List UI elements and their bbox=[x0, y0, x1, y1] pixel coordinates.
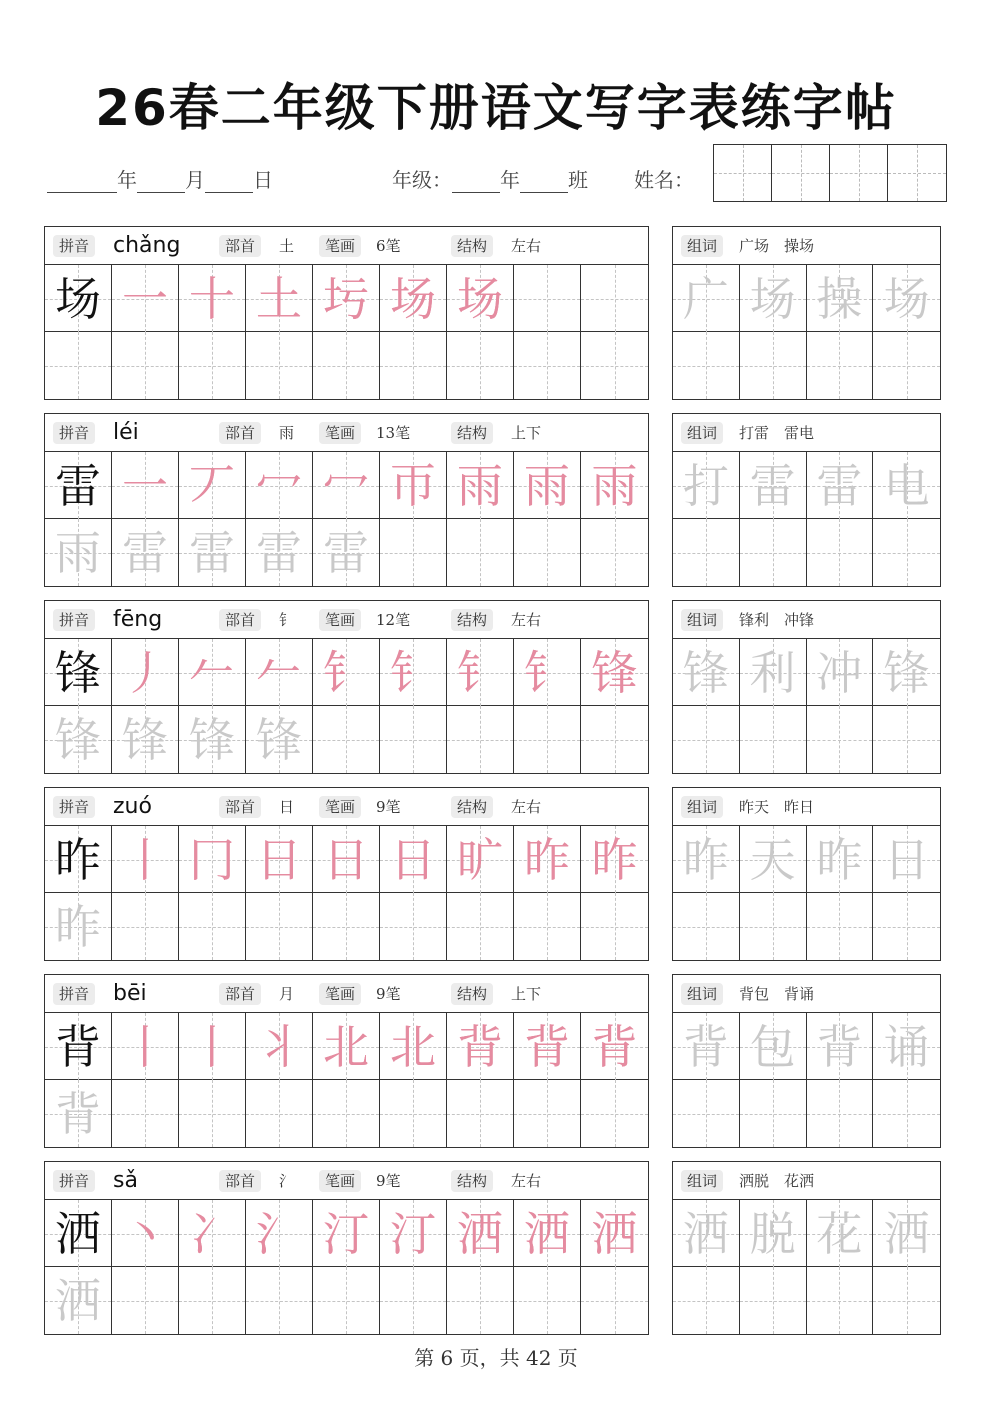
grade-label: 年级： bbox=[392, 168, 452, 192]
word-trace-cell[interactable]: 日 bbox=[873, 826, 940, 893]
word-blank-cell[interactable] bbox=[807, 706, 874, 773]
stroke-step-cell[interactable]: 丨 bbox=[112, 826, 179, 893]
char-info-header bbox=[45, 975, 648, 1013]
word-blank-cell[interactable] bbox=[673, 893, 740, 960]
stroke-step-cell[interactable]: 昨 bbox=[581, 826, 648, 893]
word-trace-cell[interactable]: 诵 bbox=[873, 1013, 940, 1080]
name-label: 姓名： bbox=[634, 168, 694, 192]
words-value: 背包 背诵 bbox=[739, 985, 815, 1003]
trace-cell[interactable] bbox=[380, 519, 447, 586]
radical-value: 土 bbox=[279, 237, 295, 255]
stroke-step-cell[interactable]: 场 bbox=[380, 265, 447, 332]
stroke-step-cell[interactable]: 一 bbox=[112, 265, 179, 332]
month-label: 月 bbox=[185, 168, 205, 192]
stroke-step-cell[interactable]: 冖 bbox=[313, 452, 380, 519]
trace-row bbox=[45, 332, 648, 399]
trace-cell[interactable] bbox=[246, 1080, 313, 1147]
pinyin-tag: 拼音 bbox=[53, 796, 95, 818]
trace-cell[interactable] bbox=[179, 332, 246, 399]
structure-value: 左右 bbox=[511, 1172, 542, 1190]
word-trace-cell[interactable]: 场 bbox=[740, 265, 807, 332]
trace-cell[interactable]: 锋 bbox=[45, 706, 112, 773]
word-blank-cell[interactable] bbox=[673, 1267, 740, 1334]
char-info-header bbox=[45, 788, 648, 826]
char-info-header bbox=[45, 227, 648, 265]
word-trace-cell[interactable]: 洒 bbox=[673, 1200, 740, 1267]
trace-cell[interactable]: 雨 bbox=[45, 519, 112, 586]
word-trace-row bbox=[673, 452, 940, 519]
stroke-step-cell[interactable]: 𠂉 bbox=[246, 639, 313, 706]
day-label: 日 bbox=[253, 168, 273, 192]
word-trace-cell[interactable]: 雷 bbox=[740, 452, 807, 519]
trace-cell[interactable] bbox=[313, 893, 380, 960]
radical-tag: 部首 bbox=[219, 235, 261, 257]
word-trace-row bbox=[673, 639, 940, 706]
date-field[interactable] bbox=[47, 164, 273, 193]
model-char-cell: 昨 bbox=[45, 826, 112, 893]
trace-cell[interactable] bbox=[313, 332, 380, 399]
word-trace-cell[interactable]: 广 bbox=[673, 265, 740, 332]
word-blank-cell[interactable] bbox=[740, 893, 807, 960]
trace-cell[interactable] bbox=[447, 1080, 514, 1147]
word-trace-cell[interactable]: 冲 bbox=[807, 639, 874, 706]
word-trace-cell[interactable]: 操 bbox=[807, 265, 874, 332]
words-header bbox=[673, 1162, 940, 1200]
stroke-step-cell[interactable]: 洒 bbox=[447, 1200, 514, 1267]
words-header bbox=[673, 601, 940, 639]
trace-cell[interactable] bbox=[112, 893, 179, 960]
page-title: 26春二年级下册语文写字表练字帖 bbox=[95, 79, 897, 137]
word-trace-cell[interactable]: 电 bbox=[873, 452, 940, 519]
trace-cell[interactable] bbox=[514, 1267, 581, 1334]
stroke-step-cell[interactable]: 北 bbox=[313, 1013, 380, 1080]
word-blank-cell[interactable] bbox=[873, 332, 940, 399]
strokes-tag: 笔画 bbox=[319, 422, 361, 444]
pinyin-value: bēi bbox=[113, 981, 147, 1006]
name-cell[interactable] bbox=[830, 145, 888, 201]
radical-value: 雨 bbox=[279, 424, 295, 442]
trace-cell[interactable]: 锋 bbox=[246, 706, 313, 773]
word-blank-cell[interactable] bbox=[873, 1080, 940, 1147]
word-trace-row bbox=[673, 1013, 940, 1080]
stroke-step-cell[interactable]: 昨 bbox=[514, 826, 581, 893]
pinyin-tag: 拼音 bbox=[53, 235, 95, 257]
word-practice-block bbox=[672, 600, 941, 774]
radical-value: 氵 bbox=[279, 1172, 295, 1190]
trace-cell[interactable] bbox=[112, 1267, 179, 1334]
trace-cell[interactable] bbox=[581, 1267, 648, 1334]
trace-cell[interactable] bbox=[447, 332, 514, 399]
grade-field[interactable] bbox=[392, 164, 588, 193]
structure-tag: 结构 bbox=[451, 1170, 493, 1192]
radical-tag: 部首 bbox=[219, 983, 261, 1005]
stroke-step-cell[interactable]: 日 bbox=[246, 826, 313, 893]
strokes-value: 9笔 bbox=[376, 985, 401, 1003]
word-blank-cell[interactable] bbox=[673, 1080, 740, 1147]
word-blank-cell[interactable] bbox=[740, 519, 807, 586]
strokes-tag: 笔画 bbox=[319, 609, 361, 631]
trace-cell[interactable] bbox=[179, 1267, 246, 1334]
char-info-header bbox=[45, 414, 648, 452]
word-practice-block bbox=[672, 974, 941, 1148]
pinyin-tag: 拼音 bbox=[53, 1170, 95, 1192]
stroke-step-cell[interactable]: 钅 bbox=[514, 639, 581, 706]
trace-cell[interactable] bbox=[581, 706, 648, 773]
trace-cell[interactable]: 雷 bbox=[179, 519, 246, 586]
radical-tag: 部首 bbox=[219, 796, 261, 818]
trace-cell[interactable]: 雷 bbox=[313, 519, 380, 586]
trace-row bbox=[45, 519, 648, 586]
word-trace-row bbox=[673, 1200, 940, 1267]
structure-tag: 结构 bbox=[451, 609, 493, 631]
word-blank-row bbox=[673, 706, 940, 773]
trace-cell[interactable]: 锋 bbox=[112, 706, 179, 773]
stroke-order-row bbox=[45, 265, 648, 332]
char-practice-block bbox=[44, 226, 649, 400]
strokes-tag: 笔画 bbox=[319, 1170, 361, 1192]
stroke-step-cell[interactable]: 锋 bbox=[581, 639, 648, 706]
trace-cell[interactable] bbox=[112, 1080, 179, 1147]
trace-cell[interactable]: 背 bbox=[45, 1080, 112, 1147]
word-blank-cell[interactable] bbox=[807, 1080, 874, 1147]
word-practice-block bbox=[672, 413, 941, 587]
stroke-step-cell[interactable]: 钅 bbox=[313, 639, 380, 706]
stroke-step-cell[interactable]: 背 bbox=[581, 1013, 648, 1080]
char-practice-block bbox=[44, 600, 649, 774]
word-trace-cell[interactable]: 背 bbox=[673, 1013, 740, 1080]
trace-cell[interactable] bbox=[313, 706, 380, 773]
stroke-step-cell[interactable]: 北 bbox=[380, 1013, 447, 1080]
word-blank-cell[interactable] bbox=[873, 519, 940, 586]
trace-cell[interactable] bbox=[514, 706, 581, 773]
stroke-step-cell[interactable]: 丨 bbox=[179, 1013, 246, 1080]
trace-cell[interactable] bbox=[179, 893, 246, 960]
word-practice-block bbox=[672, 226, 941, 400]
word-blank-row bbox=[673, 893, 940, 960]
trace-cell[interactable] bbox=[380, 1267, 447, 1334]
stroke-step-cell[interactable]: 丬 bbox=[246, 1013, 313, 1080]
word-trace-cell[interactable]: 包 bbox=[740, 1013, 807, 1080]
char-practice-block bbox=[44, 974, 649, 1148]
pinyin-value: zuó bbox=[113, 794, 152, 819]
strokes-tag: 笔画 bbox=[319, 983, 361, 1005]
stroke-order-row bbox=[45, 1200, 648, 1267]
model-char-cell: 雷 bbox=[45, 452, 112, 519]
trace-cell[interactable] bbox=[447, 706, 514, 773]
stroke-step-cell[interactable]: 汀 bbox=[380, 1200, 447, 1267]
radical-tag: 部首 bbox=[219, 1170, 261, 1192]
word-blank-cell[interactable] bbox=[673, 706, 740, 773]
words-tag: 组词 bbox=[681, 796, 723, 818]
words-value: 打雷 雷电 bbox=[739, 424, 815, 442]
stroke-order-row bbox=[45, 1013, 648, 1080]
words-value: 昨天 昨日 bbox=[739, 798, 815, 816]
words-value: 洒脱 花洒 bbox=[739, 1172, 815, 1190]
trace-cell[interactable] bbox=[447, 893, 514, 960]
word-blank-cell[interactable] bbox=[740, 706, 807, 773]
name-cell[interactable] bbox=[772, 145, 830, 201]
trace-cell[interactable] bbox=[380, 332, 447, 399]
word-blank-cell[interactable] bbox=[740, 1080, 807, 1147]
stroke-order-row bbox=[45, 452, 648, 519]
words-header bbox=[673, 975, 940, 1013]
pinyin-value: sǎ bbox=[113, 1168, 138, 1193]
trace-cell[interactable] bbox=[447, 1267, 514, 1334]
pinyin-tag: 拼音 bbox=[53, 609, 95, 631]
word-blank-row bbox=[673, 1267, 940, 1334]
structure-tag: 结构 bbox=[451, 235, 493, 257]
structure-tag: 结构 bbox=[451, 796, 493, 818]
stroke-step-cell[interactable]: 冖 bbox=[246, 452, 313, 519]
word-blank-cell[interactable] bbox=[673, 332, 740, 399]
trace-cell[interactable] bbox=[581, 332, 648, 399]
model-char-cell: 洒 bbox=[45, 1200, 112, 1267]
trace-cell[interactable] bbox=[380, 1080, 447, 1147]
words-tag: 组词 bbox=[681, 983, 723, 1005]
stroke-step-cell[interactable]: 丨 bbox=[112, 1013, 179, 1080]
stroke-step-cell[interactable]: 土 bbox=[246, 265, 313, 332]
trace-cell[interactable] bbox=[380, 706, 447, 773]
strokes-tag: 笔画 bbox=[319, 796, 361, 818]
word-trace-cell[interactable]: 花 bbox=[807, 1200, 874, 1267]
word-blank-cell[interactable] bbox=[873, 1267, 940, 1334]
stroke-order-row bbox=[45, 826, 648, 893]
stroke-step-cell[interactable]: 丶 bbox=[112, 1200, 179, 1267]
stroke-step-cell[interactable]: 冫 bbox=[179, 1200, 246, 1267]
strokes-value: 13笔 bbox=[376, 424, 411, 442]
trace-cell[interactable] bbox=[112, 332, 179, 399]
trace-cell[interactable] bbox=[246, 332, 313, 399]
words-value: 广场 操场 bbox=[739, 237, 815, 255]
word-trace-cell[interactable]: 昨 bbox=[807, 826, 874, 893]
stroke-step-cell[interactable]: 场 bbox=[447, 265, 514, 332]
stroke-step-cell[interactable]: 洒 bbox=[514, 1200, 581, 1267]
trace-row bbox=[45, 706, 648, 773]
char-practice-block bbox=[44, 1161, 649, 1335]
trace-row bbox=[45, 1267, 648, 1334]
word-blank-row bbox=[673, 1080, 940, 1147]
strokes-value: 6笔 bbox=[376, 237, 401, 255]
stroke-step-cell[interactable]: 雨 bbox=[514, 452, 581, 519]
word-trace-cell[interactable]: 洒 bbox=[873, 1200, 940, 1267]
word-blank-row bbox=[673, 519, 940, 586]
page-footer: 第 6 页，共 42 页 bbox=[414, 1346, 578, 1370]
structure-value: 上下 bbox=[511, 424, 542, 442]
stroke-step-cell[interactable]: 雨 bbox=[581, 452, 648, 519]
name-cell[interactable] bbox=[714, 145, 772, 201]
structure-value: 上下 bbox=[511, 985, 542, 1003]
pinyin-value: léi bbox=[113, 420, 139, 445]
stroke-step-cell[interactable] bbox=[581, 265, 648, 332]
strokes-value: 9笔 bbox=[376, 1172, 401, 1190]
words-tag: 组词 bbox=[681, 422, 723, 444]
structure-value: 左右 bbox=[511, 237, 542, 255]
trace-cell[interactable] bbox=[514, 1080, 581, 1147]
words-header bbox=[673, 414, 940, 452]
char-info-header bbox=[45, 1162, 648, 1200]
word-trace-cell[interactable]: 锋 bbox=[673, 639, 740, 706]
word-blank-cell[interactable] bbox=[873, 706, 940, 773]
stroke-step-cell[interactable]: 丆 bbox=[179, 452, 246, 519]
trace-cell[interactable] bbox=[514, 519, 581, 586]
class-label: 班 bbox=[568, 168, 588, 192]
trace-cell[interactable]: 洒 bbox=[45, 1267, 112, 1334]
word-trace-cell[interactable]: 脱 bbox=[740, 1200, 807, 1267]
strokes-tag: 笔画 bbox=[319, 235, 361, 257]
pinyin-tag: 拼音 bbox=[53, 983, 95, 1005]
stroke-step-cell[interactable] bbox=[514, 265, 581, 332]
stroke-step-cell[interactable]: 日 bbox=[313, 826, 380, 893]
name-cell[interactable] bbox=[888, 145, 946, 201]
trace-cell[interactable] bbox=[45, 332, 112, 399]
trace-cell[interactable]: 锋 bbox=[179, 706, 246, 773]
word-blank-cell[interactable] bbox=[740, 1267, 807, 1334]
stroke-step-cell[interactable]: 日 bbox=[380, 826, 447, 893]
pinyin-value: chǎng bbox=[113, 233, 181, 258]
structure-value: 左右 bbox=[511, 798, 542, 816]
stroke-step-cell[interactable]: 钅 bbox=[380, 639, 447, 706]
trace-cell[interactable]: 雷 bbox=[112, 519, 179, 586]
stroke-step-cell[interactable]: 背 bbox=[447, 1013, 514, 1080]
trace-cell[interactable] bbox=[514, 893, 581, 960]
stroke-step-cell[interactable]: 旷 bbox=[447, 826, 514, 893]
pinyin-value: fēng bbox=[113, 607, 163, 632]
trace-cell[interactable]: 昨 bbox=[45, 893, 112, 960]
word-trace-cell[interactable]: 场 bbox=[873, 265, 940, 332]
word-blank-row bbox=[673, 332, 940, 399]
word-trace-row bbox=[673, 826, 940, 893]
radical-tag: 部首 bbox=[219, 422, 261, 444]
word-blank-cell[interactable] bbox=[807, 519, 874, 586]
stroke-order-row bbox=[45, 639, 648, 706]
stroke-step-cell[interactable]: 一 bbox=[112, 452, 179, 519]
pinyin-tag: 拼音 bbox=[53, 422, 95, 444]
strokes-value: 12笔 bbox=[376, 611, 411, 629]
trace-cell[interactable] bbox=[313, 1080, 380, 1147]
stroke-step-cell[interactable]: 氵 bbox=[246, 1200, 313, 1267]
word-blank-cell[interactable] bbox=[807, 332, 874, 399]
words-value: 锋利 冲锋 bbox=[739, 611, 815, 629]
word-blank-cell[interactable] bbox=[807, 893, 874, 960]
word-blank-cell[interactable] bbox=[673, 519, 740, 586]
name-grid[interactable] bbox=[713, 144, 947, 202]
strokes-value: 9笔 bbox=[376, 798, 401, 816]
stroke-step-cell[interactable]: 冂 bbox=[179, 826, 246, 893]
trace-cell[interactable]: 雷 bbox=[246, 519, 313, 586]
stroke-step-cell[interactable]: 十 bbox=[179, 265, 246, 332]
word-trace-cell[interactable]: 利 bbox=[740, 639, 807, 706]
trace-cell[interactable] bbox=[581, 893, 648, 960]
structure-tag: 结构 bbox=[451, 422, 493, 444]
radical-value: 月 bbox=[279, 985, 295, 1003]
stroke-step-cell[interactable]: 帀 bbox=[380, 452, 447, 519]
radical-tag: 部首 bbox=[219, 609, 261, 631]
trace-cell[interactable] bbox=[581, 519, 648, 586]
trace-cell[interactable] bbox=[447, 519, 514, 586]
trace-cell[interactable] bbox=[246, 1267, 313, 1334]
word-trace-cell[interactable]: 天 bbox=[740, 826, 807, 893]
stroke-step-cell[interactable]: 圬 bbox=[313, 265, 380, 332]
word-blank-cell[interactable] bbox=[873, 893, 940, 960]
words-tag: 组词 bbox=[681, 609, 723, 631]
words-tag: 组词 bbox=[681, 1170, 723, 1192]
trace-cell[interactable] bbox=[246, 893, 313, 960]
model-char-cell: 背 bbox=[45, 1013, 112, 1080]
trace-row bbox=[45, 1080, 648, 1147]
stroke-step-cell[interactable]: 丿 bbox=[112, 639, 179, 706]
word-trace-cell[interactable]: 昨 bbox=[673, 826, 740, 893]
word-practice-block bbox=[672, 1161, 941, 1335]
char-info-header bbox=[45, 601, 648, 639]
stroke-step-cell[interactable]: 钅 bbox=[447, 639, 514, 706]
words-header bbox=[673, 788, 940, 826]
trace-cell[interactable] bbox=[179, 1080, 246, 1147]
grade-year-label: 年 bbox=[500, 168, 520, 192]
stroke-step-cell[interactable]: 洒 bbox=[581, 1200, 648, 1267]
word-trace-cell[interactable]: 雷 bbox=[807, 452, 874, 519]
stroke-step-cell[interactable]: 背 bbox=[514, 1013, 581, 1080]
word-trace-cell[interactable]: 背 bbox=[807, 1013, 874, 1080]
structure-tag: 结构 bbox=[451, 983, 493, 1005]
word-blank-cell[interactable] bbox=[807, 1267, 874, 1334]
trace-cell[interactable] bbox=[380, 893, 447, 960]
trace-cell[interactable] bbox=[313, 1267, 380, 1334]
model-char-cell: 场 bbox=[45, 265, 112, 332]
trace-cell[interactable] bbox=[581, 1080, 648, 1147]
words-tag: 组词 bbox=[681, 235, 723, 257]
char-practice-block bbox=[44, 413, 649, 587]
trace-cell[interactable] bbox=[514, 332, 581, 399]
trace-row bbox=[45, 893, 648, 960]
structure-value: 左右 bbox=[511, 611, 542, 629]
words-header bbox=[673, 227, 940, 265]
radical-value: 钅 bbox=[279, 611, 295, 629]
model-char-cell: 锋 bbox=[45, 639, 112, 706]
word-trace-row bbox=[673, 265, 940, 332]
radical-value: 日 bbox=[279, 798, 295, 816]
stroke-step-cell[interactable]: 𠂉 bbox=[179, 639, 246, 706]
word-trace-cell[interactable]: 打 bbox=[673, 452, 740, 519]
word-trace-cell[interactable]: 锋 bbox=[873, 639, 940, 706]
word-blank-cell[interactable] bbox=[740, 332, 807, 399]
year-label: 年 bbox=[117, 168, 137, 192]
stroke-step-cell[interactable]: 雨 bbox=[447, 452, 514, 519]
stroke-step-cell[interactable]: 汀 bbox=[313, 1200, 380, 1267]
char-practice-block bbox=[44, 787, 649, 961]
word-practice-block bbox=[672, 787, 941, 961]
